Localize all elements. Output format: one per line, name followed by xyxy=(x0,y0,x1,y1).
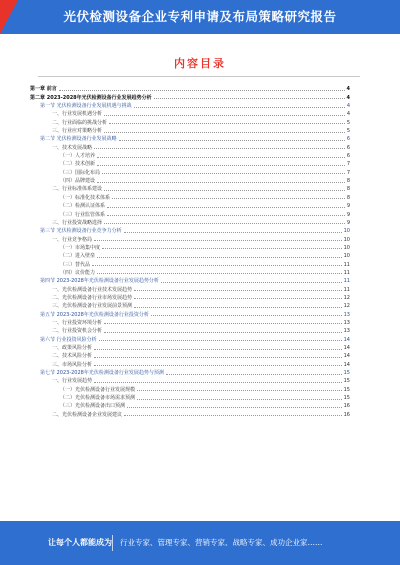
toc-leader-dots xyxy=(92,265,342,266)
toc-entry-page: 16 xyxy=(343,403,350,410)
toc-entry-page: 6 xyxy=(346,144,350,151)
toc-entry-page: 7 xyxy=(346,169,350,176)
toc-leader-dots xyxy=(134,290,342,291)
toc-entry[interactable] xyxy=(30,117,350,125)
toc-entry[interactable] xyxy=(30,284,350,292)
toc-entry[interactable] xyxy=(30,226,350,234)
toc-entry-page: 11 xyxy=(343,261,350,268)
toc-entry[interactable] xyxy=(30,359,350,367)
toc-entry[interactable] xyxy=(30,393,350,401)
toc-entry[interactable] xyxy=(30,184,350,192)
toc-entry-page: 12 xyxy=(343,294,350,301)
toc-entry-label: 一、行业竞争格局 xyxy=(52,236,93,243)
toc-entry-page: 14 xyxy=(343,336,350,343)
toc-entry-page: 15 xyxy=(343,370,350,377)
toc-entry-page: 14 xyxy=(343,353,350,360)
toc-entry-label: （二）光伏检测设备市场需求预测 xyxy=(60,395,136,402)
toc-entry[interactable] xyxy=(30,309,350,317)
toc-entry-label: 一、技术发展战略 xyxy=(52,144,93,151)
toc-entry[interactable] xyxy=(30,259,350,267)
toc-entry-label: 二、光伏检测设备企业发展建议 xyxy=(52,411,123,418)
toc-entry-label: （一）光伏检测设备行业发展规模 xyxy=(60,386,136,393)
toc-leader-dots xyxy=(94,357,342,358)
toc-leader-dots xyxy=(104,332,342,333)
toc-entry[interactable] xyxy=(30,192,350,200)
toc-entry-label: （四）品牌建设 xyxy=(60,178,96,185)
toc-leader-dots xyxy=(166,374,342,375)
toc-leader-dots xyxy=(151,315,342,316)
toc-entry-page: 10 xyxy=(343,244,350,251)
toc-entry-page: 4 xyxy=(346,111,350,118)
toc-leader-dots xyxy=(94,240,342,241)
toc-entry[interactable] xyxy=(30,167,350,175)
toc-entry-page: 9 xyxy=(346,211,350,218)
toc-entry[interactable] xyxy=(30,384,350,392)
toc-entry[interactable] xyxy=(30,92,350,100)
toc-entry-page: 13 xyxy=(343,311,350,318)
toc-entry-label: 三、市场风险分析 xyxy=(52,361,93,368)
toc-entry-label: （一）人才培养 xyxy=(60,153,96,160)
toc-entry-page: 7 xyxy=(346,161,350,168)
toc-entry-page: 4 xyxy=(346,94,350,101)
toc-entry-page: 9 xyxy=(346,219,350,226)
toc-entry-label: 一、行业发展机遇分析 xyxy=(52,111,103,118)
toc-entry-page: 4 xyxy=(346,103,350,110)
toc-entry-label: 三、行业投资战略选择 xyxy=(52,219,103,226)
footer-divider xyxy=(112,535,113,551)
toc-entry[interactable] xyxy=(30,209,350,217)
toc-leader-dots xyxy=(104,323,342,324)
toc-leader-dots xyxy=(161,282,342,283)
toc-entry-label: 第七节 2023-2028年光伏检测设备行业发展趋势与预测 xyxy=(40,370,164,377)
toc-entry-label: （二）进入壁垒 xyxy=(60,253,96,260)
toc-entry-page: 5 xyxy=(346,128,350,135)
toc-entry[interactable] xyxy=(30,201,350,209)
toc-entry[interactable] xyxy=(30,251,350,259)
toc-entry-page: 6 xyxy=(346,136,350,143)
toc-leader-dots xyxy=(107,207,345,208)
toc-entry-page: 8 xyxy=(346,194,350,201)
toc-leader-dots xyxy=(119,140,345,141)
toc-entry-page: 9 xyxy=(346,203,350,210)
toc-entry-label: 二、行业投资机会分析 xyxy=(52,328,103,335)
toc-leader-dots xyxy=(97,273,342,274)
footer-tagline: 行业专家、管理专家、营销专家、战略专家、成功企业家…… xyxy=(120,538,323,547)
toc-leader-dots xyxy=(104,190,345,191)
toc-entry-label: 二、行业面临的挑战分析 xyxy=(52,119,108,126)
toc-entry-page: 15 xyxy=(343,395,350,402)
toc-leader-dots xyxy=(104,132,345,133)
toc-entry[interactable] xyxy=(30,101,350,109)
toc-entry[interactable] xyxy=(30,218,350,226)
toc-leader-dots xyxy=(97,157,345,158)
toc-leader-dots xyxy=(124,415,342,416)
toc-entry-page: 16 xyxy=(343,411,350,418)
toc-entry-label: （二）技术创新 xyxy=(60,161,96,168)
toc-leader-dots xyxy=(97,165,345,166)
footer-slogan: 让每个人都能成为 xyxy=(48,538,112,547)
toc-entry-page: 8 xyxy=(346,178,350,185)
toc-leader-dots xyxy=(94,349,342,350)
toc-entry-label: 第一章 前言 xyxy=(30,86,57,93)
toc-heading: 内容目录 xyxy=(174,57,226,70)
toc-entry[interactable] xyxy=(30,142,350,150)
table-of-contents xyxy=(30,84,350,418)
toc-entry-label: 一、政策风险分析 xyxy=(52,345,93,351)
toc-entry-label: 一、行业投资环境分析 xyxy=(52,319,103,326)
toc-entry-label: 第三节 光伏检测设备行业竞争力分析 xyxy=(40,228,122,235)
toc-entry-label: 第五节 2023-2028年光伏检测设备行业投资分析 xyxy=(40,311,149,318)
toc-entry[interactable] xyxy=(30,401,350,409)
toc-entry-page: 4 xyxy=(346,86,350,93)
toc-entry-label: （一）市场集中度 xyxy=(60,244,101,251)
toc-leader-dots xyxy=(134,307,342,308)
toc-entry[interactable] xyxy=(30,301,350,309)
toc-entry-label: 第四节 2023-2028年光伏检测设备行业发展趋势分析 xyxy=(40,278,159,285)
toc-leader-dots xyxy=(94,365,342,366)
report-title: 光伏检测设备企业专利申请及布局策略研究报告 xyxy=(63,9,337,24)
toc-entry-page: 15 xyxy=(343,378,350,385)
toc-entry-page: 8 xyxy=(346,186,350,193)
toc-entry-label: 第六节 行业投资风险分析 xyxy=(40,336,97,343)
toc-entry-page: 11 xyxy=(343,286,350,293)
toc-leader-dots xyxy=(97,182,345,183)
toc-entry[interactable] xyxy=(30,368,350,376)
toc-entry-page: 11 xyxy=(343,278,350,285)
toc-entry[interactable] xyxy=(30,326,350,334)
toc-entry-page: 14 xyxy=(343,361,350,368)
toc-entry-label: 第二章 2023-2028年光伏检测设备行业发展趋势分析 xyxy=(30,94,152,101)
toc-entry[interactable] xyxy=(30,351,350,359)
toc-entry-label: 二、光伏检测设备行业市场发展趋势 xyxy=(52,294,133,301)
toc-entry-page: 5 xyxy=(346,119,350,126)
toc-entry-page: 14 xyxy=(343,345,350,351)
toc-leader-dots xyxy=(124,232,342,233)
toc-entry-label: （三）光伏检测设备出口预测 xyxy=(60,403,126,410)
toc-entry-label: （二）检测认证体系 xyxy=(60,203,106,210)
toc-entry-label: 三、光伏检测设备行业发展前景预测 xyxy=(52,303,133,310)
toc-entry[interactable] xyxy=(30,268,350,276)
toc-entry[interactable] xyxy=(30,293,350,301)
toc-entry-label: 二、行业标准体系建设 xyxy=(52,186,103,193)
toc-entry-label: （一）标准化技术体系 xyxy=(60,194,111,201)
toc-leader-dots xyxy=(104,223,345,224)
toc-entry-label: （三）行业监管体系 xyxy=(60,211,106,218)
toc-entry[interactable] xyxy=(30,318,350,326)
toc-leader-dots xyxy=(102,248,342,249)
toc-entry[interactable] xyxy=(30,126,350,134)
toc-entry-label: 三、行业应对策略分析 xyxy=(52,128,103,135)
toc-leader-dots xyxy=(59,90,345,91)
toc-entry[interactable] xyxy=(30,159,350,167)
toc-entry[interactable] xyxy=(30,334,350,342)
toc-leader-dots xyxy=(134,107,345,108)
toc-entry[interactable] xyxy=(30,151,350,159)
toc-entry[interactable] xyxy=(30,409,350,417)
toc-entry[interactable] xyxy=(30,234,350,242)
toc-leader-dots xyxy=(104,115,345,116)
toc-entry-page: 11 xyxy=(343,269,350,276)
toc-entry-label: 二、技术风险分析 xyxy=(52,353,93,360)
toc-entry-page: 10 xyxy=(343,253,350,260)
toc-entry-label: （四）议价能力 xyxy=(60,269,96,276)
toc-leader-dots xyxy=(154,98,345,99)
toc-entry-label: 第二节 光伏检测设备行业发展战略 xyxy=(40,136,117,143)
toc-entry[interactable] xyxy=(30,176,350,184)
toc-entry-page: 12 xyxy=(343,303,350,310)
toc-entry-page: 10 xyxy=(343,228,350,235)
toc-leader-dots xyxy=(127,407,342,408)
toc-entry-label: 一、光伏检测设备行业技术发展趋势 xyxy=(52,286,133,293)
toc-leader-dots xyxy=(137,390,342,391)
toc-entry-page: 15 xyxy=(343,386,350,393)
toc-entry[interactable] xyxy=(30,84,350,92)
toc-leader-dots xyxy=(134,298,342,299)
toc-entry[interactable] xyxy=(30,243,350,251)
toc-entry-page: 10 xyxy=(343,236,350,243)
toc-divider xyxy=(38,76,360,77)
toc-entry[interactable] xyxy=(30,343,350,351)
toc-leader-dots xyxy=(107,215,345,216)
toc-entry-label: （三）国际化布局 xyxy=(60,169,101,176)
report-footer xyxy=(0,521,400,565)
toc-entry-label: 一、行业发展趋势 xyxy=(52,378,93,385)
toc-leader-dots xyxy=(94,382,342,383)
toc-entry[interactable] xyxy=(30,109,350,117)
toc-entry-page: 13 xyxy=(343,319,350,326)
toc-entry-label: （三）替代品 xyxy=(60,261,91,268)
toc-leader-dots xyxy=(109,123,345,124)
toc-leader-dots xyxy=(97,257,342,258)
toc-entry-page: 13 xyxy=(343,328,350,335)
toc-leader-dots xyxy=(102,173,345,174)
toc-leader-dots xyxy=(112,198,345,199)
toc-entry[interactable] xyxy=(30,276,350,284)
toc-leader-dots xyxy=(137,399,342,400)
toc-leader-dots xyxy=(99,340,342,341)
report-header xyxy=(0,0,400,34)
toc-leader-dots xyxy=(94,148,345,149)
toc-entry-page: 6 xyxy=(346,153,350,160)
toc-entry[interactable] xyxy=(30,134,350,142)
toc-entry-label: 第一节 光伏检测设备行业发展机遇与挑战 xyxy=(40,103,132,110)
toc-entry[interactable] xyxy=(30,376,350,384)
